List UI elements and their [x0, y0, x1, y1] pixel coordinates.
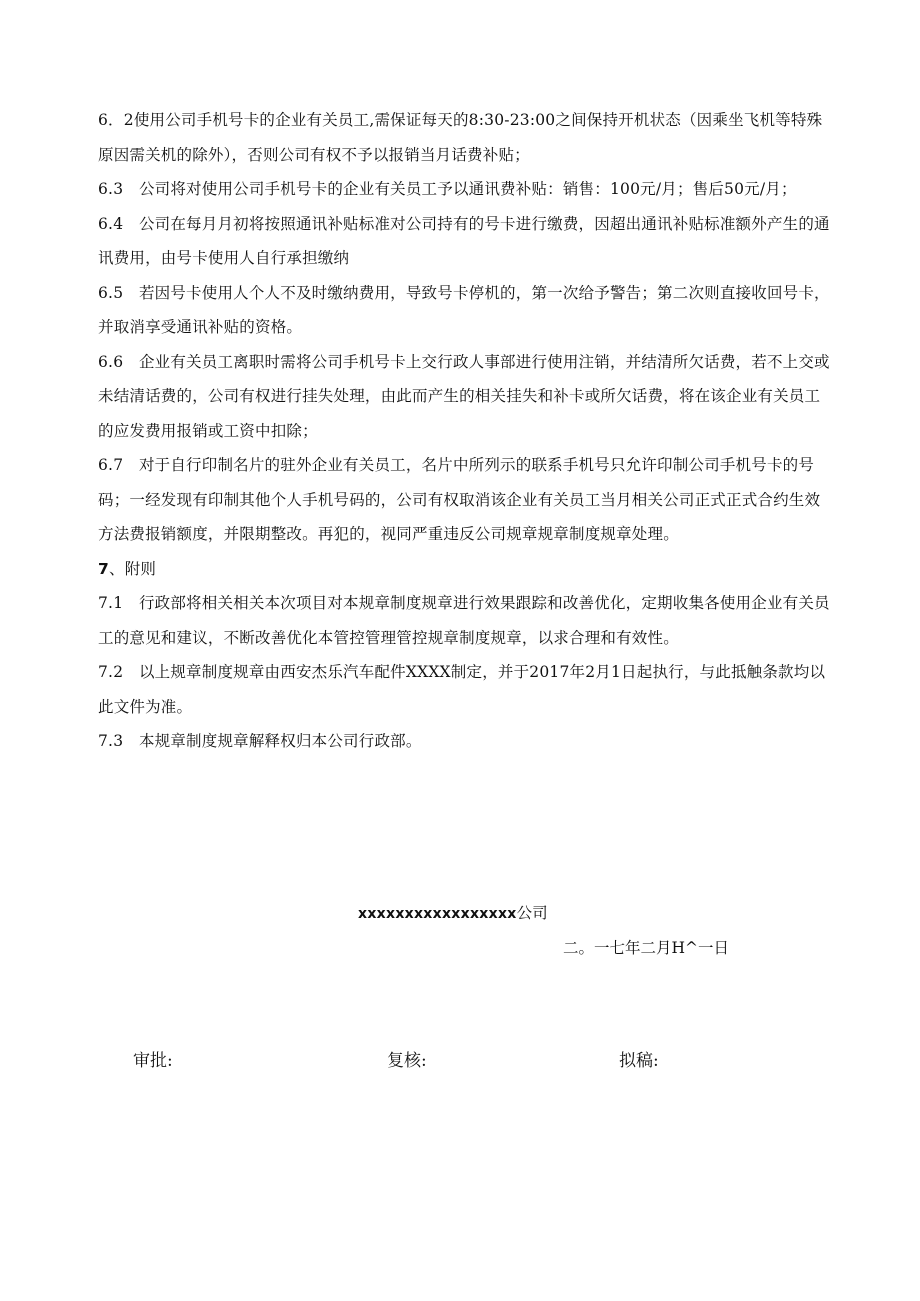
review-label: 复核:	[387, 1051, 427, 1071]
company-signature	[358, 902, 548, 925]
clause-7-1: 7.1 行政部将相关相关本次项目对本规章制度规章进行效果跟踪和改善优化，定期收集各使用企业有关员工的意见和建议，不断改善优化本管控管理管控规章制度规章，以求合理和有效性。	[98, 594, 830, 647]
clause-6-6: 6.6 企业有关员工离职时需将公司手机号卡上交行政人事部进行使用注销，并结清所欠话费，若不上交或未结清话费的，公司有权进行挂失处理，由此而产生的相关挂失和补卡或所欠话费，将在该企业有关员工的应发费用报销或工资中扣除；	[98, 352, 830, 440]
clause-6-5: 6.5 若因号卡使用人个人不及时缴纳费用，导致号卡停机的，第一次给予警告；第二次则直接收回号卡，并取消享受通讯补贴的资格。	[98, 283, 830, 336]
document-body	[98, 103, 830, 759]
issue-date: 二。一七年二月H^一日	[563, 939, 730, 957]
draft-label: 拟稿:	[619, 1051, 659, 1071]
company-suffix: 公司	[516, 904, 548, 922]
clause-6-7: 6.7 对于自行印制名片的驻外企业有关员工，名片中所列示的联系手机号只允许印制公司手机号卡的号码；一经发现有印制其他个人手机号码的，公司有权取消该企业有关员工当月相关公司正式正式合约生效方法费报销额度，并限期整改。再犯的，视同严重违反公司规章规章制度规章处理。	[98, 456, 821, 543]
clause-7-2: 7.2 以上规章制度规章由西安杰乐汽车配件XXXX制定，并于2017年2月1日起执行，与此抵触条款均以此文件为准。	[98, 663, 826, 716]
section-7-number: 7	[98, 559, 109, 578]
clause-6-2: 6．2使用公司手机号卡的企业有关员工,需保证每天的8:30-23:00之间保持开机状态（因乘坐飞机等特殊原因需关机的除外），否则公司有权不予以报销当月话费补贴；	[98, 111, 823, 164]
clause-6-3: 6.3 公司将对使用公司手机号卡的企业有关员工予以通讯费补贴：销售：100元/月；售后50元/月；	[98, 180, 797, 198]
clause-6-4: 6.4 公司在每月月初将按照通讯补贴标准对公司持有的号卡进行缴费，因超出通讯补贴标准额外产生的通讯费用，由号卡使用人自行承担缴纳	[98, 214, 830, 267]
section-7-title: 、附则	[109, 559, 157, 578]
approve-label: 审批:	[133, 1051, 173, 1071]
company-name-mask: xxxxxxxxxxxxxxxxx	[358, 906, 517, 922]
section-7-heading	[98, 552, 830, 587]
clause-7-3: 7.3 本规章制度规章解释权归本公司行政部。	[98, 732, 422, 750]
